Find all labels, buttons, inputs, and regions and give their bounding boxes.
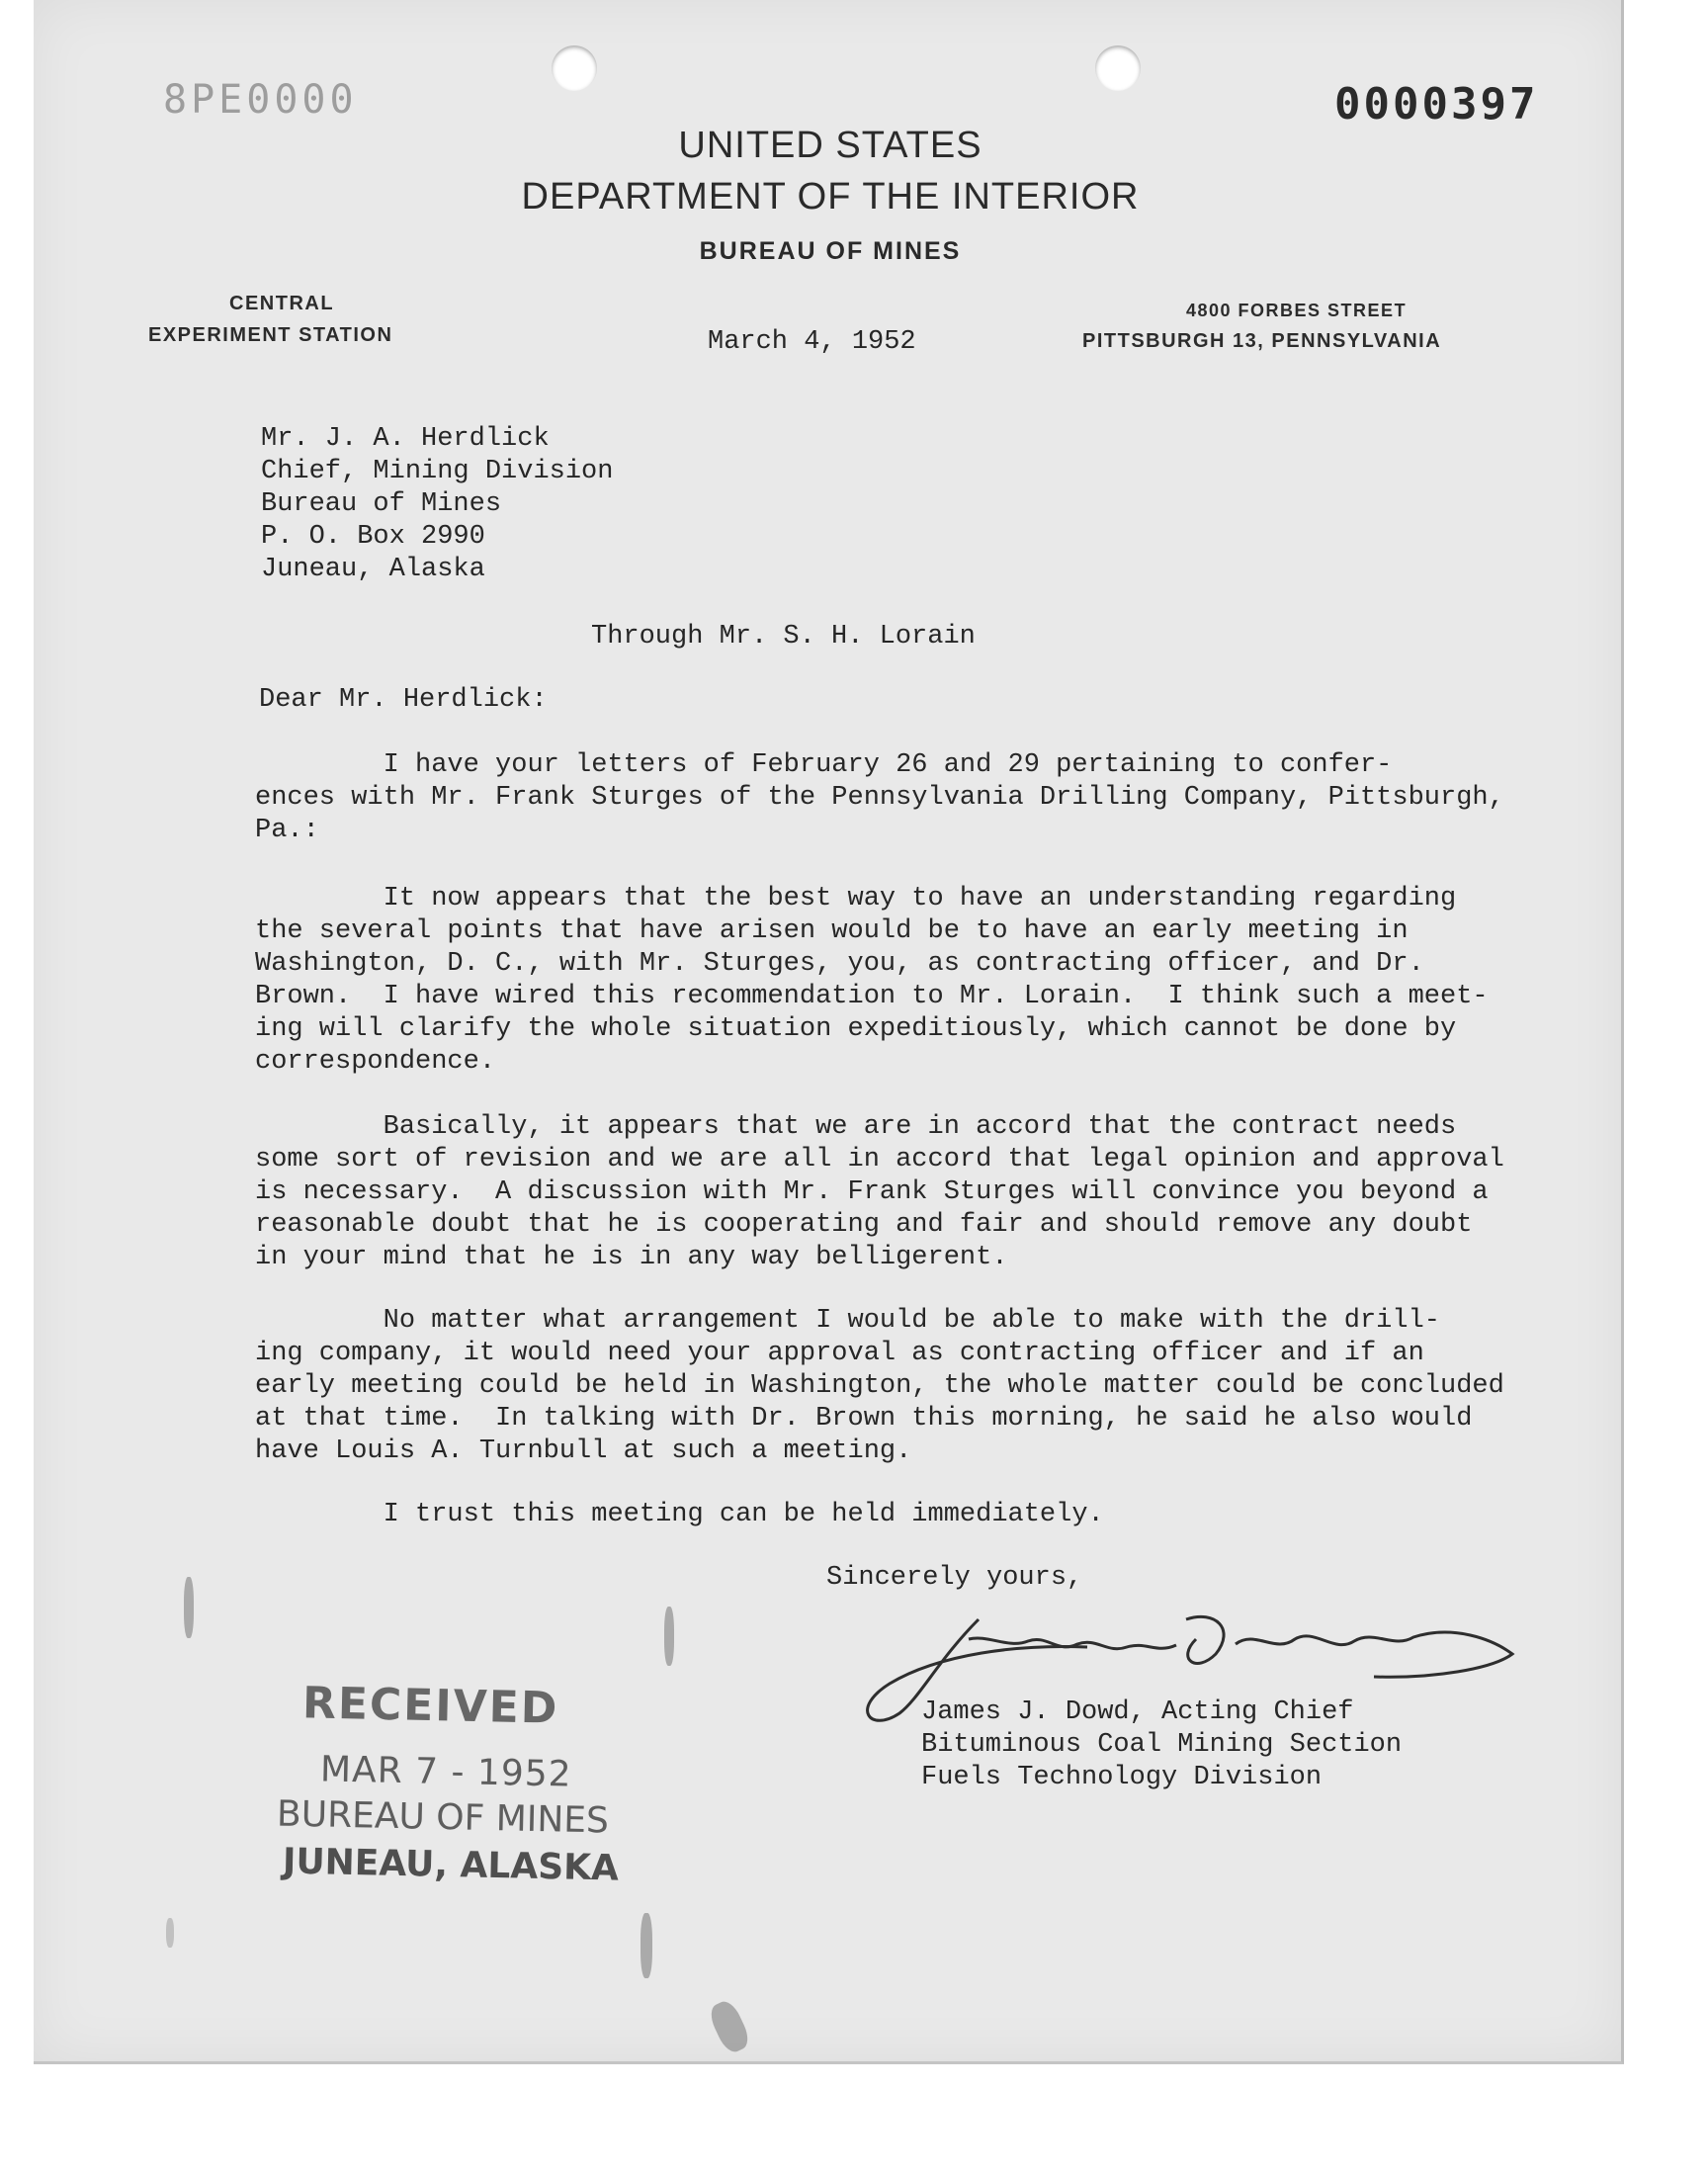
through-line: Through Mr. S. H. Lorain xyxy=(591,622,976,652)
received-stamp-location: JUNEAU, ALASKA xyxy=(282,1841,620,1889)
body-paragraph-4: No matter what arrangement I would be able to make with the drill- ing company, it would need your approval as contracting officer and if an early meeting could be held in Washington, the whole matter could be concluded at that time. In talking with Dr. Brown this morning, he said he also would have Louis A. Turnbull at such a meeting. xyxy=(255,1306,1504,1466)
document-number-right: 0000397 xyxy=(1334,79,1539,130)
body-paragraph-2: It now appears that the best way to have an understanding regarding the several points that have arisen would be to have an early meeting in Washington, D. C., with Mr. Sturges, you, as contracting officer, and Dr. Brown. I have wired this recommendation to Mr. Lorain. I think such a meet- ing will clarify the whole situation expeditiously, which cannot be done by correspondence. xyxy=(255,884,1489,1077)
scan-smudge xyxy=(664,1607,674,1666)
station-line1: CENTRAL xyxy=(229,293,335,314)
received-stamp-label: RECEIVED xyxy=(301,1678,559,1734)
body-paragraph-5: I trust this meeting can be held immediately. xyxy=(255,1500,1104,1529)
address-line1: 4800 FORBES STREET xyxy=(1186,301,1408,320)
complimentary-close: Sincerely yours, xyxy=(826,1563,1083,1593)
letterhead-line1: UNITED STATES xyxy=(678,125,982,166)
letter-date: March 4, 1952 xyxy=(708,327,916,357)
scan-smudge xyxy=(184,1577,194,1638)
document-number-left: 8PE0000 xyxy=(163,77,358,123)
signature-block: James J. Dowd, Acting Chief Bituminous Coal Mining Section Fuels Technology Division xyxy=(921,1697,1403,1792)
inside-address: Mr. J. A. Herdlick Chief, Mining Division Bureau of Mines P. O. Box 2990 Juneau, Alaska xyxy=(261,424,614,584)
punch-hole-left xyxy=(552,45,597,91)
received-stamp-office: BUREAU OF MINES xyxy=(276,1793,610,1842)
body-paragraph-3: Basically, it appears that we are in accord that the contract needs some sort of revision and we are all in accord that legal opinion and approval is necessary. A discussion with Mr. Frank Sturges will convince you beyond a reasonable doubt that he is cooperating and fair and should remove any doubt in your mind that he is in any way belligerent. xyxy=(255,1112,1504,1272)
letterhead-line3: BUREAU OF MINES xyxy=(699,237,962,265)
station-line2: EXPERIMENT STATION xyxy=(148,324,393,346)
salutation: Dear Mr. Herdlick: xyxy=(259,685,548,715)
received-stamp-date: MAR 7 - 1952 xyxy=(319,1749,572,1795)
punch-hole-right xyxy=(1095,45,1141,91)
body-paragraph-1: I have your letters of February 26 and 29 pertaining to confer- ences with Mr. Frank Sturges of the Pennsylvania Drilling Company, Pittsburgh, Pa.: xyxy=(255,750,1504,845)
address-line2: PITTSBURGH 13, PENNSYLVANIA xyxy=(1082,330,1442,352)
scan-smudge xyxy=(640,1913,652,1978)
scan-smudge xyxy=(166,1918,174,1948)
letterhead-line2: DEPARTMENT OF THE INTERIOR xyxy=(521,176,1140,218)
